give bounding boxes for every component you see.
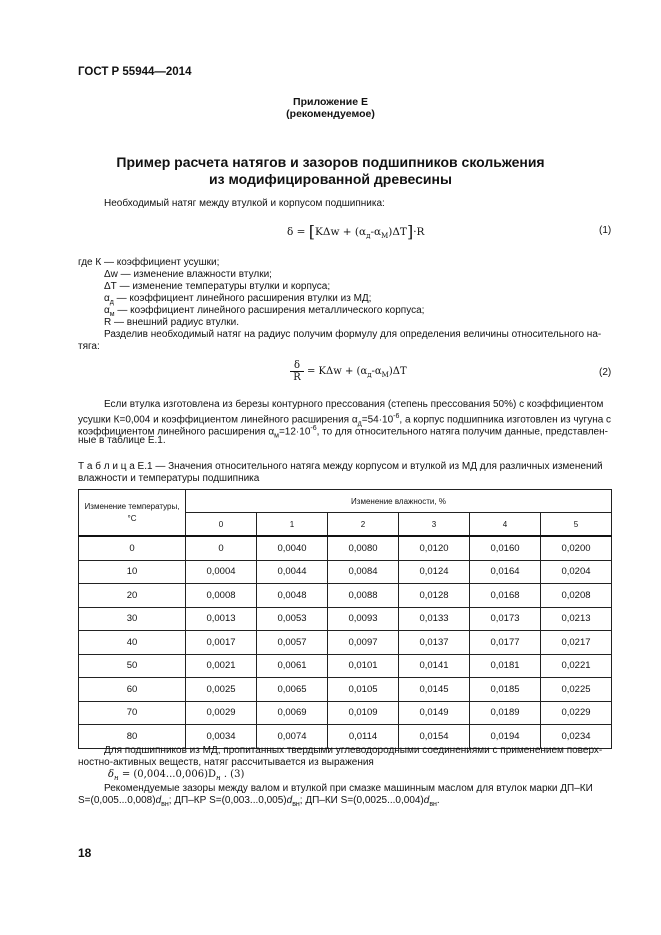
definition-alpha-d: $\alpha_д$ — коэффициент линейного расширения втулки из МД; <box>104 293 372 306</box>
page-title-line2: из модифицированной древесины <box>209 171 452 187</box>
standard-header: ГОСТ Р 55944—2014 <box>78 66 192 78</box>
table-row <box>79 701 612 725</box>
table-cell: 0,0217 <box>541 631 612 655</box>
table-caption-line2: влажности и температуры подшипника <box>78 473 260 484</box>
table-group-header: Изменение влажности, % <box>186 490 612 513</box>
table-cell: 0,0189 <box>470 701 541 725</box>
definition-r: R — внешний радиус втулки. <box>104 317 240 328</box>
formula-1-number: (1) <box>599 225 612 236</box>
formula-2-rhs: = $K\Delta w + (\alpha_д-\alpha_M)\Delta T$ <box>307 366 407 379</box>
definition-dt: ΔТ — изменение температуры втулки и корпуса; <box>104 281 331 292</box>
table-cell: 0,0213 <box>541 607 612 631</box>
table-cell: 0,0097 <box>328 631 399 655</box>
gaps-paragraph-line2: $S=(0,005...0,008)d_{вн}$; ДП–КР $S=(0,003...0,005)d_{вн}$; ДП–КИ $S=(0,0025...0,004)d_{вн}$. <box>78 795 440 808</box>
table-cell: 0,0185 <box>470 678 541 702</box>
table-row <box>79 536 612 560</box>
table-cell: 0,0133 <box>399 607 470 631</box>
table-cell: 0,0013 <box>186 607 257 631</box>
table-row <box>79 631 612 655</box>
table-cell: 0,0145 <box>399 678 470 702</box>
md-paragraph-line2: ностно-активных веществ, натяг рассчитывается из выражения <box>78 757 374 768</box>
bracket-close-icon: ] <box>406 222 414 241</box>
table-cell: 0,0234 <box>541 725 612 749</box>
table-cell: 0,0204 <box>541 560 612 584</box>
table-cell: 0,0025 <box>186 678 257 702</box>
appendix-label: Приложение Е <box>293 96 368 108</box>
table-cell: 0,0069 <box>257 701 328 725</box>
table-cell: 0,0084 <box>328 560 399 584</box>
table-row-temperature: 0 <box>79 536 186 560</box>
table-cell: 0,0181 <box>470 654 541 678</box>
interference-table <box>78 489 612 749</box>
table-row <box>79 654 612 678</box>
table-cell: 0,0208 <box>541 584 612 608</box>
table-row-temperature: 20 <box>79 584 186 608</box>
table-cell: 0,0160 <box>470 536 541 560</box>
birch-paragraph-line3: коэффициентом линейного расширения $\alpha_м=12\cdot 10^{-6}$, то для относительного натяга получим данные, представлен- <box>78 425 608 440</box>
table-cell: 0,0044 <box>257 560 328 584</box>
table-row-temperature: 80 <box>79 725 186 749</box>
table-row <box>79 678 612 702</box>
table-cell: 0 <box>186 536 257 560</box>
table-cell: 0,0008 <box>186 584 257 608</box>
page-number: 18 <box>78 846 92 860</box>
table-row-temperature: 50 <box>79 654 186 678</box>
table-cell: 0,0061 <box>257 654 328 678</box>
table-row <box>79 584 612 608</box>
table-cell: 0,0040 <box>257 536 328 560</box>
table-column-header: 5 <box>541 513 612 537</box>
derive-text-line1: Разделив необходимый натяг на радиус получим формулу для определения величины относительного на- <box>104 329 602 340</box>
table-cell: 0,0124 <box>399 560 470 584</box>
definition-dw: Δw — изменение влажности втулки; <box>104 269 272 280</box>
table-cell: 0,0065 <box>257 678 328 702</box>
birch-paragraph-line4: ные в таблице Е.1. <box>78 435 166 446</box>
derive-text-line2: тяга: <box>78 341 100 352</box>
table-row-temperature: 30 <box>79 607 186 631</box>
table-cell: 0,0017 <box>186 631 257 655</box>
table-cell: 0,0048 <box>257 584 328 608</box>
table-cell: 0,0128 <box>399 584 470 608</box>
table-cell: 0,0080 <box>328 536 399 560</box>
table-cell: 0,0177 <box>470 631 541 655</box>
table-cell: 0,0034 <box>186 725 257 749</box>
table-cell: 0,0200 <box>541 536 612 560</box>
definition-alpha-m: $\alpha_м$ — коэффициент линейного расширения металлического корпуса; <box>104 305 425 318</box>
table-corner-header: Изменение температуры, °С <box>79 490 186 537</box>
md-paragraph-line1: Для подшипников из МД, пропитанных твердыми углеводородными соединениями с применением поверх- <box>104 745 603 756</box>
table-cell: 0,0114 <box>328 725 399 749</box>
table-caption-line1: Т а б л и ц а Е.1 — Значения относительного натяга между корпусом и втулкой из МД для различных изменений <box>78 461 603 472</box>
table-column-header: 0 <box>186 513 257 537</box>
table-row-temperature: 70 <box>79 701 186 725</box>
table-cell: 0,0120 <box>399 536 470 560</box>
table-cell: 0,0221 <box>541 654 612 678</box>
table-cell: 0,0105 <box>328 678 399 702</box>
table-cell: 0,0164 <box>470 560 541 584</box>
table-cell: 0,0057 <box>257 631 328 655</box>
table-cell: 0,0093 <box>328 607 399 631</box>
table-row-temperature: 40 <box>79 631 186 655</box>
table-cell: 0,0194 <box>470 725 541 749</box>
table-cell: 0,0137 <box>399 631 470 655</box>
table-cell: 0,0154 <box>399 725 470 749</box>
intro-text: Необходимый натяг между втулкой и корпусом подшипника: <box>104 198 385 209</box>
table-cell: 0,0168 <box>470 584 541 608</box>
table-row-temperature: 10 <box>79 560 186 584</box>
table-cell: 0,0173 <box>470 607 541 631</box>
table-cell: 0,0029 <box>186 701 257 725</box>
table-cell: 0,0074 <box>257 725 328 749</box>
page-title-line1: Пример расчета натягов и зазоров подшипников скольжения <box>116 154 545 170</box>
table-column-header: 3 <box>399 513 470 537</box>
table-cell: 0,0141 <box>399 654 470 678</box>
table-cell: 0,0225 <box>541 678 612 702</box>
table-column-header: 2 <box>328 513 399 537</box>
table-row <box>79 560 612 584</box>
formula-2-number: (2) <box>599 367 612 378</box>
formula-2-fraction: δ R <box>290 360 304 384</box>
formula-1: $\delta = [K\Delta w + (\alpha_д-\alpha_М)\Delta T]\cdot R$ <box>287 222 425 241</box>
table-cell: 0,0149 <box>399 701 470 725</box>
table-cell: 0,0109 <box>328 701 399 725</box>
table-row-temperature: 60 <box>79 678 186 702</box>
table-cell: 0,0088 <box>328 584 399 608</box>
table-cell: 0,0021 <box>186 654 257 678</box>
table-column-header: 4 <box>470 513 541 537</box>
table-cell: 0,0004 <box>186 560 257 584</box>
definition-k: где К — коэффициент усушки; <box>78 257 220 268</box>
bracket-open-icon: [ <box>308 222 316 241</box>
table-row <box>79 607 612 631</box>
appendix-note: (рекомендуемое) <box>286 108 375 120</box>
table-cell: 0,0053 <box>257 607 328 631</box>
birch-paragraph-line1: Если втулка изготовлена из березы контурного прессования (степень прессования 50%) с коэффициентом <box>104 399 604 410</box>
gaps-paragraph-line1: Рекомендуемые зазоры между валом и втулкой при смазке машинным маслом для втулок марки ДП–КИ <box>104 783 593 794</box>
birch-paragraph-line2: усушки К=0,004 и коэффициентом линейного расширения $\alpha_д=54\cdot 10^{-6}$, а корпус подшипника изготовлен из чугуна с <box>78 413 612 428</box>
table-cell: 0,0229 <box>541 701 612 725</box>
table-column-header: 1 <box>257 513 328 537</box>
formula-3: $\delta_н = (0,004...0,006)D_н$ . (3) <box>108 769 245 782</box>
table-cell: 0,0101 <box>328 654 399 678</box>
